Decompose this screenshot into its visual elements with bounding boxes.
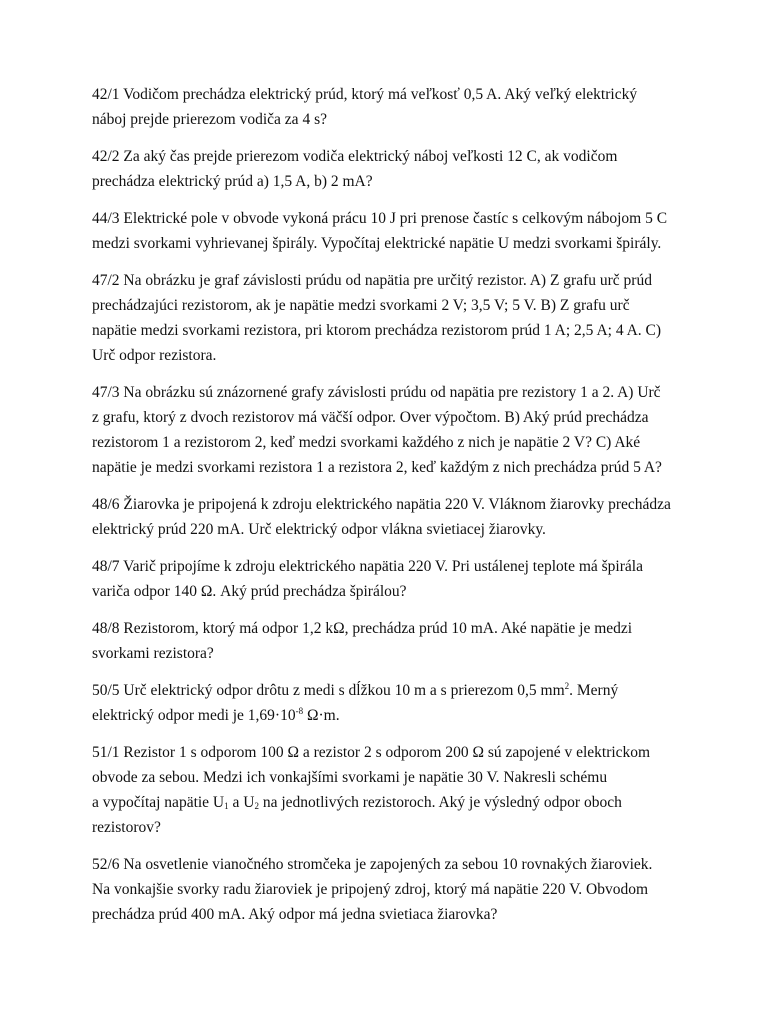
superscript: -8 [295, 706, 304, 716]
text-line: rezistorom 1 a rezistorom 2, keď medzi svorkami každého z nich je napätie 2 V? C) Aké [92, 434, 641, 451]
text-line: prechádza elektrický prúd a) 1,5 A, b) 2 mA? [92, 173, 373, 190]
problem-51-1 [92, 740, 692, 840]
document-page [92, 82, 692, 939]
text-segment: na jednotlivých rezistoroch. Aký je výsledný odpor oboch [258, 794, 622, 811]
text-line: svorkami rezistora? [92, 645, 214, 662]
text-line: 48/7 Varič pripojíme k zdroju elektrického napätia 220 V. Pri ustálenej teplote má špirála [92, 558, 643, 575]
text-line: variča odpor 140 Ω. Aký prúd prechádza špirálou? [92, 583, 407, 600]
text-line: 52/6 Na osvetlenie vianočného stromčeka je zapojených za sebou 10 rovnakých žiaroviek. [92, 856, 653, 873]
text-line: obvode za sebou. Medzi ich vonkajšími svorkami je napätie 30 V. Nakresli schému [92, 769, 608, 786]
text-line: náboj prejde prierezom vodiča za 4 s? [92, 111, 327, 128]
text-line: z grafu, ktorý z dvoch rezistorov má väčší odpor. Over výpočtom. B) Aký prúd prechádza [92, 409, 649, 426]
text-segment: a U [228, 794, 255, 811]
problem-52-6 [92, 852, 692, 927]
text-line [92, 678, 692, 703]
text-line: prechádza prúd 400 mA. Aký odpor má jedna svietiaca žiarovka? [92, 906, 498, 923]
text-segment: . Merný [569, 682, 619, 699]
text-segment: 50/5 Urč elektrický odpor drôtu z medi s dĺžkou 10 m a s prierezom 0,5 mm [92, 682, 565, 699]
problem-42-2 [92, 144, 692, 194]
text-line: Urč odpor rezistora. [92, 347, 217, 364]
problem-47-3 [92, 380, 692, 480]
text-line: 51/1 Rezistor 1 s odporom 100 Ω a rezistor 2 s odporom 200 Ω sú zapojené v elektrickom [92, 744, 651, 761]
superscript: 2 [564, 681, 570, 691]
text-line: prechádzajúci rezistorom, ak je napätie medzi svorkami 2 V; 3,5 V; 5 V. B) Z grafu urč [92, 297, 630, 314]
text-line: Na vonkajšie svorky radu žiaroviek je pripojený zdroj, ktorý má napätie 220 V. Obvodom [92, 881, 649, 898]
problem-48-7 [92, 554, 692, 604]
text-line: 48/8 Rezistorom, ktorý má odpor 1,2 kΩ, prechádza prúd 10 mA. Aké napätie je medzi [92, 620, 633, 637]
text-line [92, 703, 692, 728]
text-line: napätie medzi svorkami rezistora, pri ktorom prechádza rezistorom prúd 1 A; 2,5 A; 4 A. C) [92, 322, 662, 339]
problem-48-6 [92, 492, 692, 542]
text-line: rezistorov? [92, 819, 161, 836]
problem-50-5 [92, 678, 692, 728]
text-line: elektrický prúd 220 mA. Urč elektrický odpor vlákna svietiacej žiarovky. [92, 521, 546, 538]
subscript: 1 [224, 801, 229, 811]
text-line: 44/3 Elektrické pole v obvode vykoná prácu 10 J pri prenose častíc s celkovým nábojom 5 C [92, 210, 668, 227]
text-line: 47/2 Na obrázku je graf závislosti prúdu od napätia pre určitý rezistor. A) Z grafu urč prúd [92, 272, 652, 289]
text-line: 48/6 Žiarovka je pripojená k zdroju elektrického napätia 220 V. Vláknom žiarovky prechádza [92, 496, 671, 513]
problem-47-2 [92, 268, 692, 368]
problem-44-3 [92, 206, 692, 256]
text-segment: elektrický odpor medi je 1,69·10 [92, 707, 296, 724]
text-segment: a vypočítaj napätie U [92, 794, 225, 811]
problem-48-8 [92, 616, 692, 666]
text-line: napätie je medzi svorkami rezistora 1 a rezistora 2, keď každým z nich prechádza prúd 5 A? [92, 459, 662, 476]
text-line: 42/1 Vodičom prechádza elektrický prúd, ktorý má veľkosť 0,5 A. Aký veľký elektrický [92, 86, 638, 103]
text-segment: Ω·m. [303, 707, 340, 724]
text-line: 42/2 Za aký čas prejde prierezom vodiča elektrický náboj veľkosti 12 C, ak vodičom [92, 148, 618, 165]
text-line [92, 790, 692, 815]
text-line: 47/3 Na obrázku sú znázornené grafy závislosti prúdu od napätia pre rezistory 1 a 2. A) Urč [92, 384, 661, 401]
problem-42-1 [92, 82, 692, 132]
text-line: medzi svorkami vyhrievanej špirály. Vypočítaj elektrické napätie U medzi svorkami špirály. [92, 235, 662, 252]
subscript: 2 [254, 801, 259, 811]
